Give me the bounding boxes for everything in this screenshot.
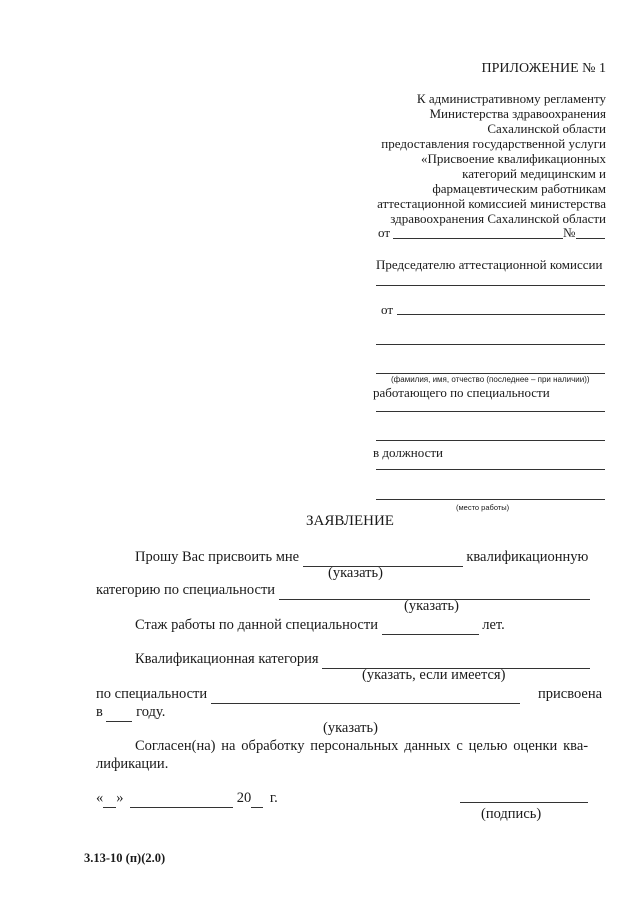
regulation-date-label: от xyxy=(378,225,391,240)
year-blank[interactable] xyxy=(106,704,132,722)
existing-specialty-line xyxy=(96,686,520,704)
experience-line xyxy=(135,617,505,635)
form-code: 3.13-10 (п)(2.0) xyxy=(84,851,166,865)
regulation-line: категорий медицинским и xyxy=(462,166,606,181)
signature-year-blank[interactable] xyxy=(251,790,263,808)
existing-specialty-blank[interactable] xyxy=(211,686,520,704)
experience-unit: лет. xyxy=(482,617,505,633)
workplace-caption: (место работы) xyxy=(456,503,510,512)
from-label: от xyxy=(381,302,394,317)
working-specialty-label: работающего по специальности xyxy=(373,385,550,400)
regulation-line: К административному регламенту xyxy=(416,91,606,106)
position-label: в должности xyxy=(373,445,443,460)
assigned-label: присвоена xyxy=(538,686,603,702)
regulation-line: Министерства здравоохранения xyxy=(429,106,606,121)
experience-blank[interactable] xyxy=(382,617,479,635)
existing-specialty-label: по специальности xyxy=(96,686,208,702)
position-blank-1[interactable] xyxy=(376,469,605,470)
request-line-2 xyxy=(96,582,590,600)
caption-specialty: (указать) xyxy=(404,598,459,614)
year-suffix: г. xyxy=(269,790,278,806)
regulation-line: фармацевтическим работникам xyxy=(432,181,606,196)
day-open-quote: « xyxy=(96,790,104,806)
experience-label: Стаж работы по данной специальности xyxy=(135,617,378,633)
addressee: Председателю аттестационной комиссии xyxy=(376,257,603,272)
signature-caption: (подпись) xyxy=(481,806,542,822)
specialty-blank-1[interactable] xyxy=(376,411,605,412)
regulation-line: аттестационной комиссией министерства xyxy=(377,196,606,211)
addressee-name-blank[interactable] xyxy=(376,285,605,286)
month-blank[interactable] xyxy=(130,790,233,808)
position-blank-2[interactable] xyxy=(376,499,605,500)
caption-category: (указать) xyxy=(328,565,383,581)
signature-date-line xyxy=(96,790,278,808)
appendix-title: ПРИЛОЖЕНИЕ № 1 xyxy=(481,61,606,76)
applicant-name-blank-3[interactable] xyxy=(376,373,605,374)
caption-year: (указать) xyxy=(323,720,378,736)
request-text-start: Прошу Вас присвоить мне xyxy=(135,549,300,565)
fio-caption: (фамилия, имя, отчество (последнее – при наличии)) xyxy=(391,375,590,384)
existing-category-label: Квалификационная категория xyxy=(135,651,319,667)
regulation-line: предоставления государственной услуги xyxy=(381,136,606,151)
day-close-quote: » xyxy=(116,790,124,806)
year-line xyxy=(96,704,165,722)
applicant-name-blank-1[interactable] xyxy=(397,314,605,315)
in-label: в xyxy=(96,704,103,720)
regulation-number-label: № xyxy=(563,225,576,240)
request-text-end: квалификационную xyxy=(466,549,589,565)
category-specialty-label: категорию по специальности xyxy=(96,582,276,598)
regulation-line: Сахалинской области xyxy=(487,121,606,136)
regulation-number-blank[interactable] xyxy=(576,238,605,239)
year-label: году. xyxy=(136,704,166,720)
caption-if-exists: (указать, если имеется) xyxy=(362,667,506,683)
regulation-line: «Присвоение квалификационных xyxy=(421,151,606,166)
day-blank[interactable] xyxy=(103,790,116,808)
regulation-date-blank[interactable] xyxy=(393,238,563,239)
applicant-name-blank-2[interactable] xyxy=(376,344,605,345)
signature-blank[interactable] xyxy=(460,802,588,803)
document-title: ЗАЯВЛЕНИЕ xyxy=(306,513,394,529)
consent-line-2: лификации. xyxy=(96,756,169,772)
regulation-line: здравоохранения Сахалинской области xyxy=(390,211,606,226)
specialty-blank-2[interactable] xyxy=(376,440,605,441)
year-prefix: 20 xyxy=(236,790,252,806)
consent-line-1: Согласен(на) на обработку персональных данных с целью оценки ква- xyxy=(135,738,589,754)
